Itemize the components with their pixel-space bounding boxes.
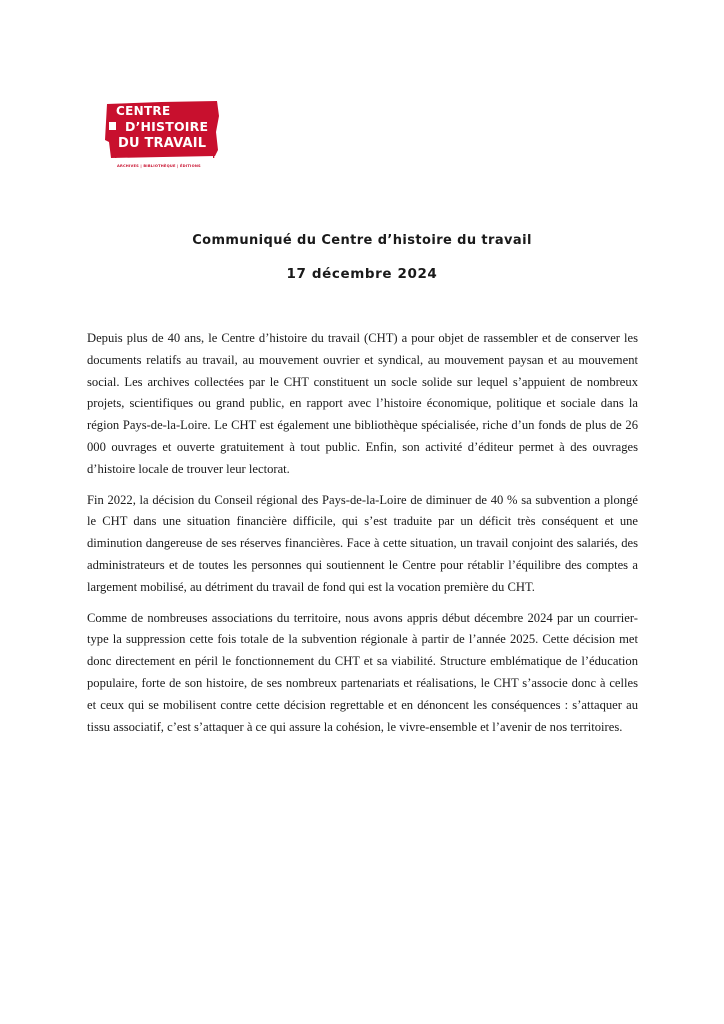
logo-subtitle: ARCHIVES | BIBLIOTHÈQUE | ÉDITIONS [117, 164, 201, 168]
cht-logo [103, 100, 221, 172]
document-date: 17 décembre 2024 [286, 266, 438, 282]
paragraph-2022-cut: Fin 2022, la décision du Conseil régional des Pays-de-la-Loire de diminuer de 40 % sa subvention a plongé le CHT dans une situation financière difficile, qui s’est traduite par un déficit très conséquent et une diminution dangereuse de ses réserves financières. Face à cette situation, un travail conjoint des salariés, des administrateurs et de toutes les personnes qui soutiennent le Centre pour rétablir l’équilibre des comptes a largement mobilisé, au détriment du travail de fond qui est la vocation première du CHT. [87, 492, 638, 594]
logo-line-histoire: D’HISTOIRE [125, 119, 209, 134]
document-body [87, 328, 638, 747]
document-title: Communiqué du Centre d’histoire du travail [192, 233, 532, 248]
paragraph-history: Depuis plus de 40 ans, le Centre d’histoire du travail (CHT) a pour objet de rassembler et de conserver les documents relatifs au travail, au mouvement ouvrier et syndical, au mouvement paysan et au mouvement social. Les archives collectées par le CHT constituent un socle solide sur lequel s’appuient de nombreux projets, scientifiques ou grand public, en rapport avec l’histoire économique, politique et sociale dans la région Pays-de-la-Loire. Le CHT est également une bibliothèque spécialisée, riche d’un fonds de plus de 26 000 ouvrages et ouverte gratuitement à tout public. Enfin, son activité d’éditeur permet à des ouvrages d’histoire locale de trouver leur lectorat. [87, 331, 638, 476]
logo-line-travail: DU TRAVAIL [118, 136, 207, 151]
logo-line-centre: CENTRE [116, 104, 171, 118]
paragraph-2025-suppression: Comme de nombreuses associations du territoire, nous avons appris début décembre 2024 par un courrier-type la suppression cette fois totale de la subvention régionale à partir de l’année 2025. Cette décision met donc directement en péril le fonctionnement du CHT et sa viabilité. Structure emblématique de l’éducation populaire, forte de son histoire, de ses nombreux partenariats et réalisations, le CHT s’associe donc à celles et ceux qui se mobilisent contre cette décision regrettable et en dénoncent les conséquences : s’attaquer au tissu associatif, c’est s’attaquer à ce qui assure la cohésion, le vivre-ensemble et l’avenir de nos territoires. [87, 610, 638, 734]
